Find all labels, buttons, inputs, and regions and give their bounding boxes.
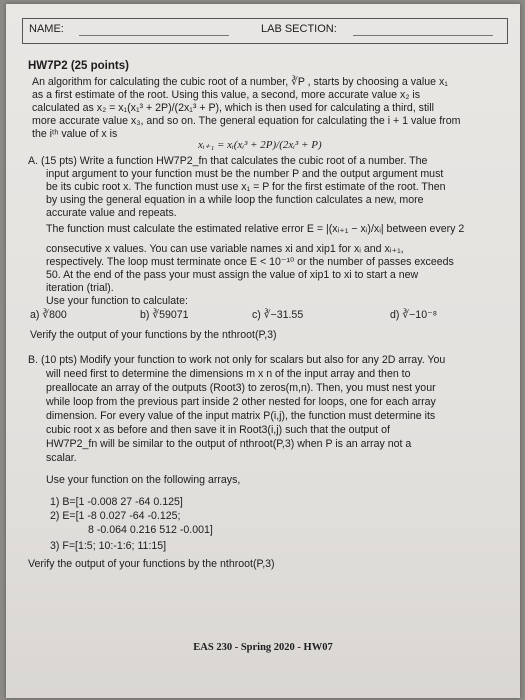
array-definition: 3) F=[1:5; 10:-1:6; 11:15] xyxy=(50,540,167,552)
array-definition: 8 -0.064 0.216 512 -0.001] xyxy=(88,524,213,536)
verify-note: Verify the output of your functions by the nthroot(P,3) xyxy=(28,558,275,570)
part-b-line: while loop from the previous part inside 2 other nested for loops, one for each array xyxy=(46,396,436,408)
arrays-intro: Use your function on the following arrays, xyxy=(46,474,241,486)
part-b-line: B. (10 pts) Modify your function to work not only for scalars but also for any 2D array. You xyxy=(28,354,446,366)
part-a-item: b) ∛59071 xyxy=(140,309,189,321)
intro-line: An algorithm for calculating the cubic root of a number, ∛P , starts by choosing a value x₁ xyxy=(32,76,448,88)
part-b-line: cubic root x as before and then save it in Root3(i,j) such that the output of xyxy=(46,424,390,436)
part-b-line: will need first to determine the dimensions m x n of the input array and then to xyxy=(46,368,411,380)
part-a-line: accurate value and repeats. xyxy=(46,207,177,219)
part-a-item: c) ∛−31.55 xyxy=(252,309,304,321)
name-rule xyxy=(79,35,229,36)
part-a-item: a) ∛800 xyxy=(30,309,67,321)
part-b-line: scalar. xyxy=(46,452,77,464)
array-definition: 2) E=[1 -8 0.027 -64 -0.125; xyxy=(50,510,181,522)
verify-note: Verify the output of your functions by the nthroot(P,3) xyxy=(30,329,277,341)
intro-line: calculated as x₂ = x₁(x₁³ + 2P)/(2x₁³ + P), which is then used for calculating a third, still xyxy=(32,102,434,114)
part-b-line: HW7P2_fn will be similar to the output of nthroot(P,3) when P is an array not a xyxy=(46,438,412,450)
lab-section-label: LAB SECTION: xyxy=(261,23,337,35)
intro-line: more accurate value x₃, and so on. The general equation for calculating the i + 1 value from xyxy=(32,115,461,127)
assignment-title: HW7P2 (25 points) xyxy=(28,60,129,72)
part-b-line: preallocate an array of the outputs (Root3) to zeros(m,n). Then, you must nest your xyxy=(46,382,436,394)
header-box xyxy=(22,18,508,44)
part-a-item: d) ∛−10⁻⁸ xyxy=(390,309,438,321)
part-a-line: Use your function to calculate: xyxy=(46,295,188,307)
part-a-line: by using the general equation in a while loop the function calculates a new, more xyxy=(46,194,424,206)
intro-line: as a first estimate of the root. Using this value, a second, more accurate value x₂ is xyxy=(32,89,421,101)
lab-section-rule xyxy=(353,35,493,36)
part-b-line: dimension. For every value of the input matrix P(i,j), the function must determine its xyxy=(46,410,436,422)
page-footer: EAS 230 - Spring 2020 - HW07 xyxy=(193,642,333,653)
part-a-line: input argument to your function must be the number P and the output argument must xyxy=(46,168,444,180)
part-a-line: A. (15 pts) Write a function HW7P2_fn that calculates the cubic root of a number. The xyxy=(28,155,428,167)
part-a-line: The function must calculate the estimated relative error E = |(xᵢ₊₁ − xᵢ)/xᵢ| between every 2 xyxy=(46,223,465,235)
general-equation: xᵢ₊₁ = xᵢ(xᵢ³ + 2P)/(2xᵢ³ + P) xyxy=(198,139,322,151)
part-a-line: be its cubic root x. The function must use x₁ = P for the first estimate of the root. Then xyxy=(46,181,446,193)
document-page xyxy=(6,4,520,698)
part-a-line: consecutive x values. You can use variable names xi and xip1 for xᵢ and xᵢ₊₁, xyxy=(46,243,404,255)
part-a-line: iteration (trial). xyxy=(46,282,114,294)
part-a-line: 50. At the end of the pass your must assign the value of xip1 to xi to start a new xyxy=(46,269,419,281)
intro-line: the iᵗʰ value of x is xyxy=(32,128,118,140)
name-label: NAME: xyxy=(29,23,64,35)
array-definition: 1) B=[1 -0.008 27 -64 0.125] xyxy=(50,496,183,508)
part-a-line: respectively. The loop must terminate once E < 10⁻¹⁰ or the number of passes exceeds xyxy=(46,256,454,268)
